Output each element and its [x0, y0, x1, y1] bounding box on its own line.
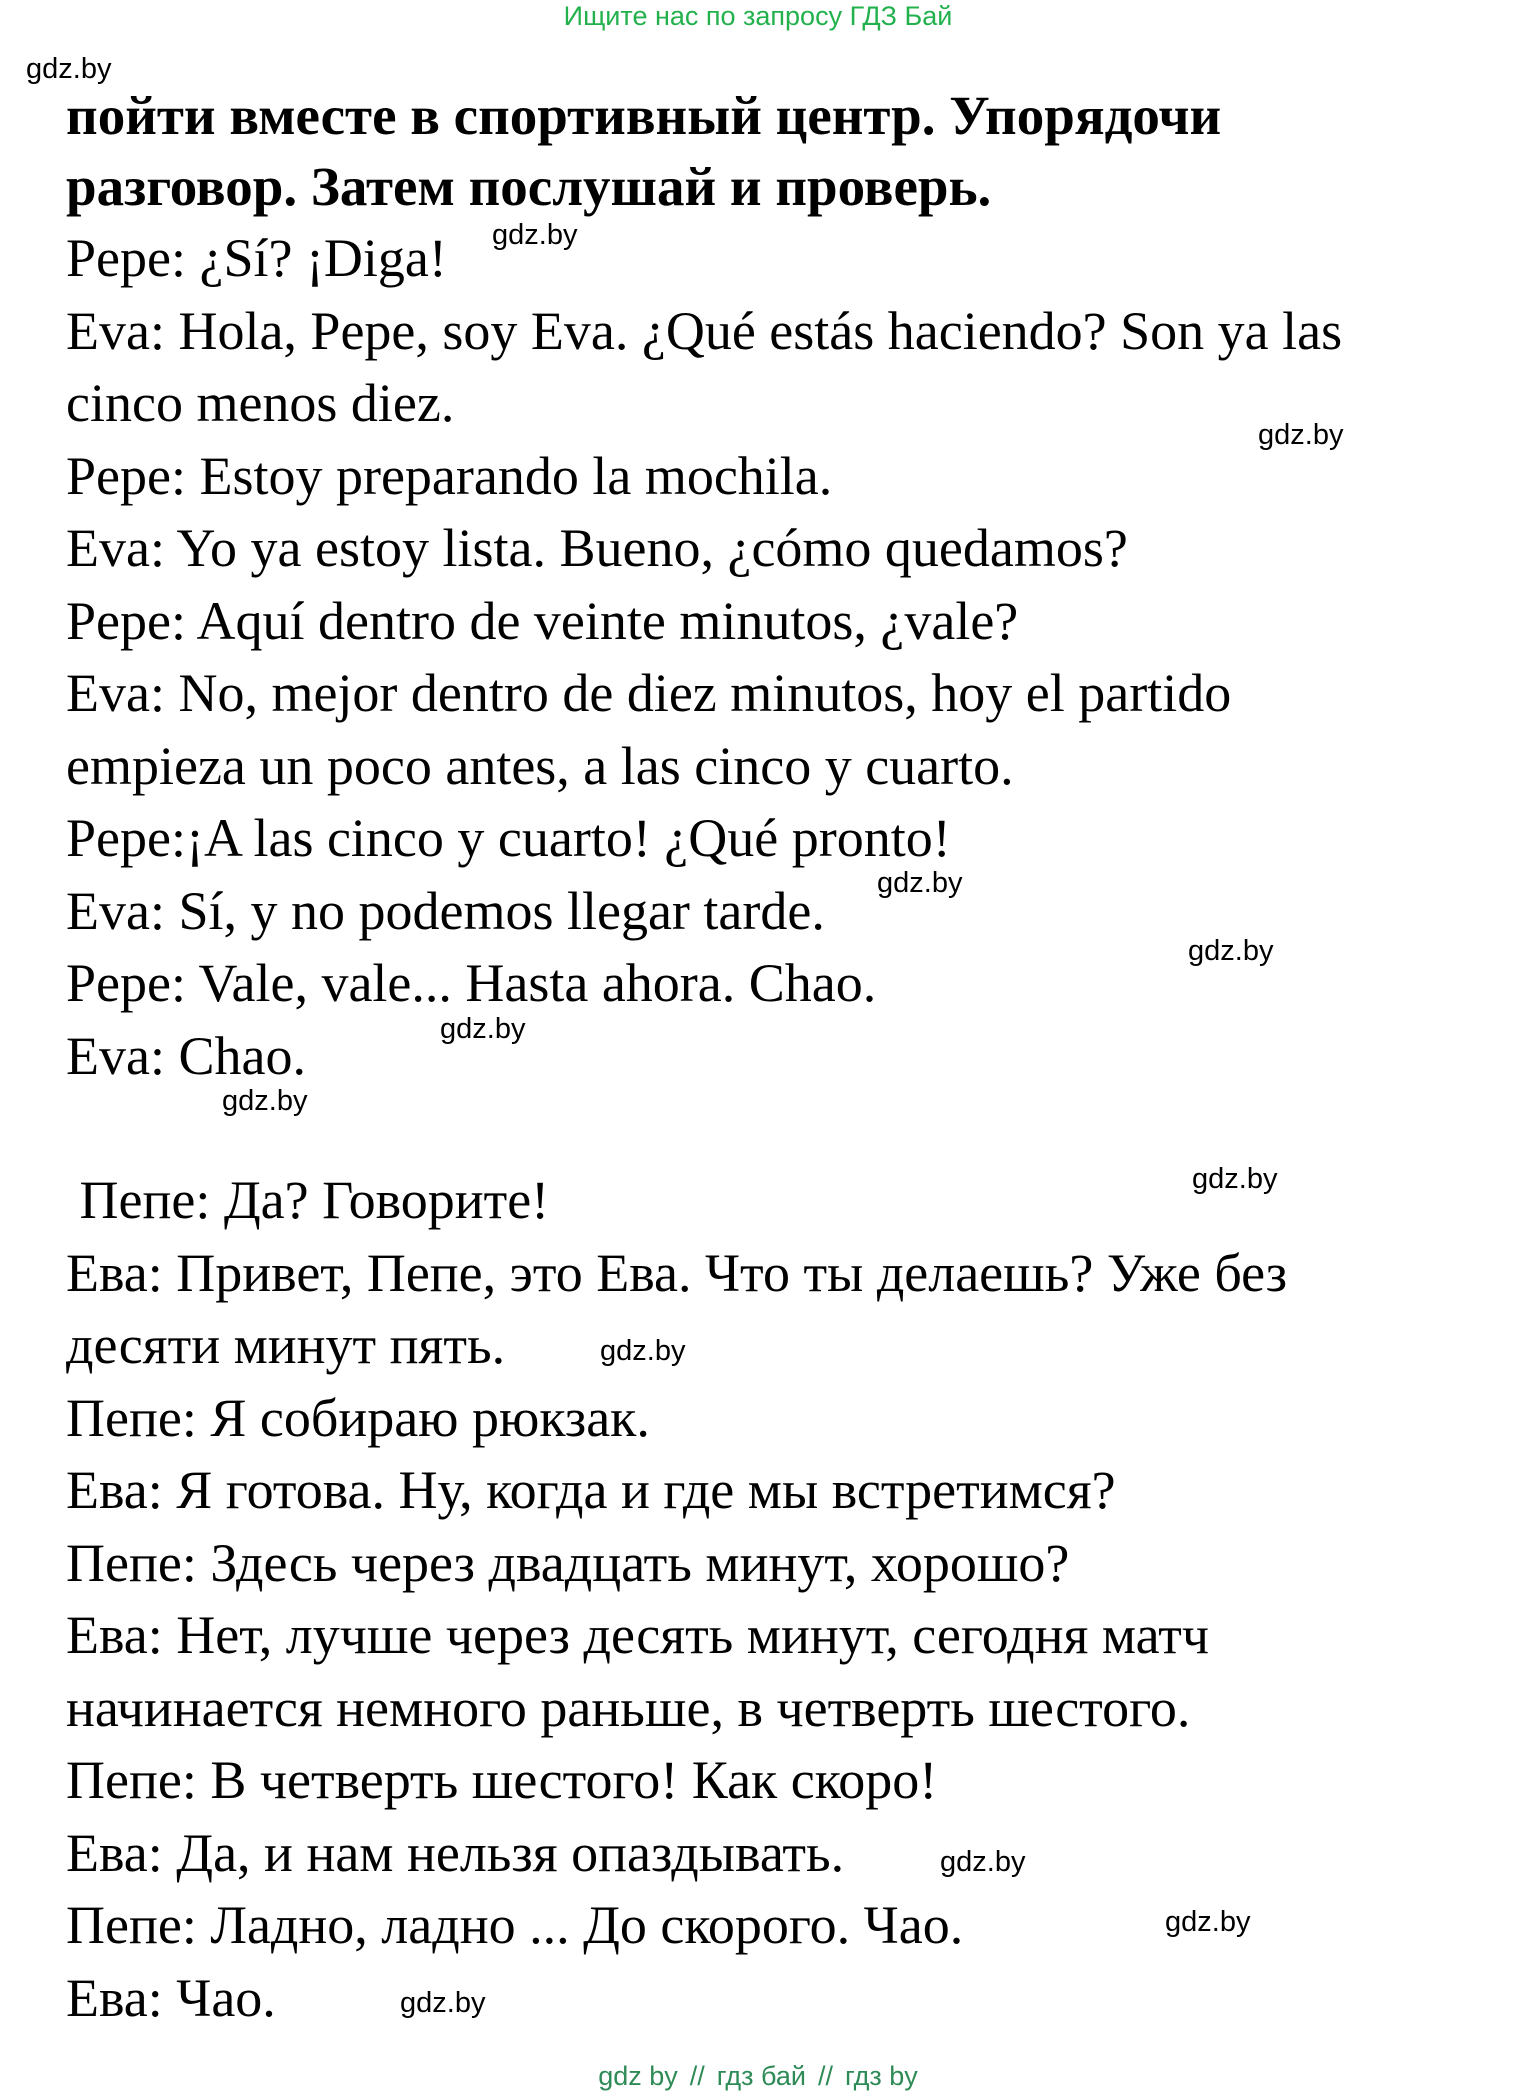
dialogue-line: Eva: Sí, y no podemos llegar tarde.: [66, 880, 825, 941]
footer-separator: //: [689, 2061, 705, 2091]
translation-line: Ева: Я готова. Ну, когда и где мы встретимся?: [66, 1460, 1116, 1520]
dialogue-line: cinco menos diez.: [66, 373, 455, 433]
russian-translation: [66, 1164, 1486, 2034]
translation-line: Пепе: В четверть шестого! Как скоро!: [66, 1750, 938, 1810]
dialogue-line: Eva: No, mejor dentro de diez minutos, hoy el partido: [66, 663, 1232, 723]
watermark: gdz.by: [492, 219, 578, 251]
watermark: gdz.by: [1165, 1906, 1251, 1938]
translation-line: Ева: Чао.: [66, 1967, 276, 2028]
watermark: gdz.by: [1188, 935, 1274, 967]
translation-line: десяти минут пять.: [66, 1315, 506, 1375]
translation-line: Ева: Привет, Пепе, это Ева. Что ты делаешь? Уже без: [66, 1242, 1288, 1303]
translation-line: Ева: Да, и нам нельзя опаздывать.: [66, 1822, 845, 1883]
dialogue-line: Pepe: Estoy preparando la mochila.: [66, 445, 833, 506]
top-banner: Ищите нас по запросу ГДЗ Бай: [563, 1, 953, 31]
translation-line: начинается немного раньше, в четверть шестого.: [66, 1677, 1191, 1738]
translation-line: Пепе: Ладно, ладно ... До скорого. Чао.: [66, 1895, 964, 1955]
watermark: gdz.by: [1192, 1163, 1278, 1195]
dialogue-line: Eva: Yo ya estoy lista. Bueno, ¿cómo quedamos?: [66, 518, 1128, 578]
watermark: gdz.by: [222, 1085, 308, 1117]
heading-line: пойти вместе в спортивный центр. Упорядочи: [66, 85, 1222, 146]
translation-line: Пепе: Здесь через двадцать минут, хорошо?: [66, 1532, 1070, 1593]
watermark: gdz.by: [440, 1013, 526, 1045]
dialogue-line: empieza un poco antes, a las cinco y cuarto.: [66, 735, 1014, 796]
watermark: gdz.by: [1258, 419, 1344, 451]
footer-text: гдз by: [845, 2061, 918, 2091]
dialogue-line: Pepe: Vale, vale... Hasta ahora. Chao.: [66, 953, 877, 1013]
watermark: gdz.by: [877, 867, 963, 899]
dialogue-line: Pepe: ¿Sí? ¡Diga!: [66, 228, 447, 288]
translation-line: Ева: Нет, лучше через десять минут, сегодня матч: [66, 1605, 1209, 1665]
watermark: gdz.by: [940, 1846, 1026, 1878]
translation-line: Пепе: Да? Говорите!: [66, 1170, 550, 1230]
footer-text: гдз бай: [716, 2061, 806, 2091]
footer-separator: //: [817, 2061, 833, 2091]
dialogue-line: Pepe:¡A las cinco y cuarto! ¿Qué pronto!: [66, 808, 951, 868]
dialogue-line: Pepe: Aquí dentro de veinte minutos, ¿vale?: [66, 590, 1019, 651]
dialogue-line: Eva: Chao.: [66, 1025, 306, 1086]
watermark: gdz.by: [600, 1335, 686, 1367]
heading-line: разговор. Затем послушай и проверь.: [66, 156, 992, 217]
dialogue-line: Eva: Hola, Pepe, soy Eva. ¿Qué estás haciendo? Son ya las: [66, 300, 1343, 361]
footer-text: gdz by: [598, 2061, 678, 2091]
watermark: gdz.by: [26, 53, 112, 85]
watermark: gdz.by: [400, 1987, 486, 2019]
footer-links: [0, 2060, 1516, 2092]
exercise-heading: [66, 80, 1466, 222]
translation-line: Пепе: Я собираю рюкзак.: [66, 1387, 650, 1448]
